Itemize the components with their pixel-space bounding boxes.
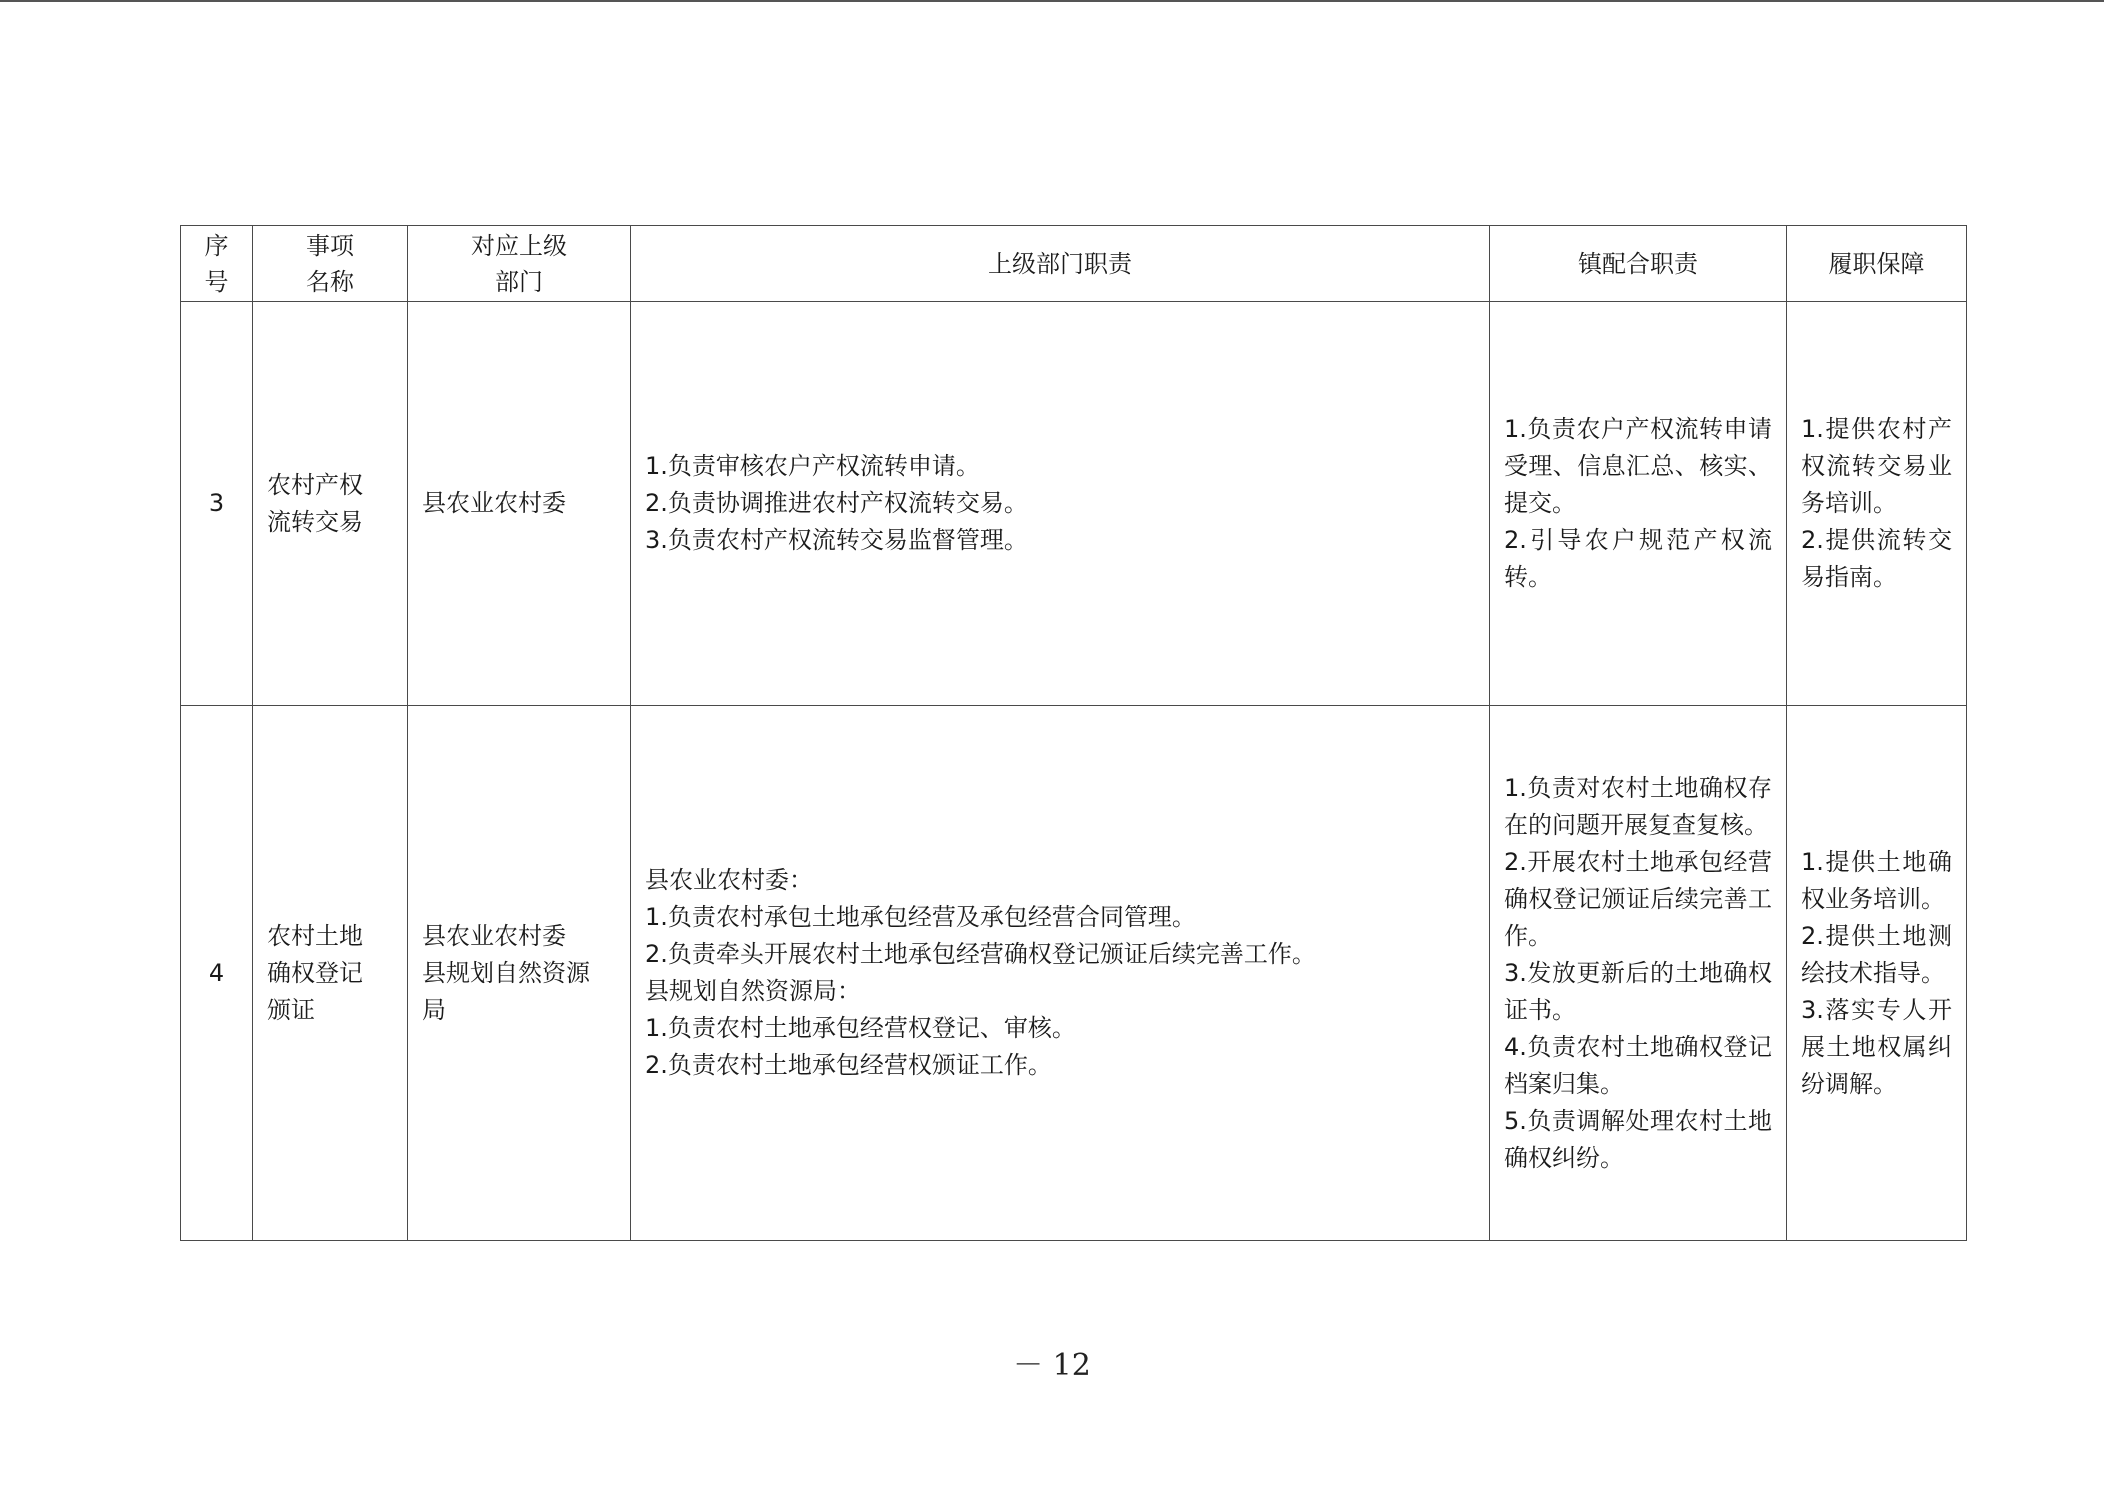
- item-name-line: 农村产权: [267, 470, 363, 499]
- duty-line: 2.负责牵头开展农村土地承包经营确权登记颁证后续完善工作。: [645, 940, 1316, 968]
- row-item-name: [253, 302, 408, 706]
- town-duty-item: 2.引导农户规范产权流转。: [1504, 526, 1772, 591]
- row-guarantee: [1787, 706, 1967, 1241]
- row-upper-dept: [408, 706, 631, 1241]
- dept-line: 县农业农村委: [422, 921, 566, 950]
- header-seq-line: 序: [204, 231, 229, 260]
- item-name-line: 颁证: [267, 995, 315, 1024]
- guarantee-item: 2.提供流转交易指南。: [1801, 526, 1952, 591]
- table-row: [181, 706, 1967, 1241]
- header-seq: [181, 226, 253, 302]
- top-border-line: [0, 0, 2104, 2]
- row-upper-dept: [408, 302, 631, 706]
- header-upper-duties: 上级部门职责: [631, 226, 1490, 302]
- duty-line: 县农业农村委：: [645, 866, 813, 894]
- row-upper-duties: [631, 302, 1490, 706]
- row-town-duties: [1490, 302, 1787, 706]
- duty-line: 1.负责农村土地承包经营权登记、审核。: [645, 1014, 1076, 1042]
- dept-line: 县规划自然资源: [422, 958, 590, 987]
- row-guarantee: [1787, 302, 1967, 706]
- row-town-duties: [1490, 706, 1787, 1241]
- header-item-line: 事项: [306, 231, 354, 260]
- duty-line: 县规划自然资源局：: [645, 977, 861, 1005]
- town-duty-item: 2.开展农村土地承包经营确权登记颁证后续完善工作。: [1504, 847, 1772, 950]
- duty-line: 2.负责农村土地承包经营权颁证工作。: [645, 1051, 1052, 1079]
- dept-line: 局: [422, 995, 446, 1024]
- row-seq: 4: [181, 706, 253, 1241]
- guarantee-item: 1.提供农村产权流转交易业务培训。: [1801, 415, 1952, 517]
- item-name-line: 确权登记: [267, 958, 363, 987]
- header-guarantee: 履职保障: [1787, 226, 1967, 302]
- town-duty-item: 1.负责农户产权流转申请受理、信息汇总、核实、提交。: [1504, 415, 1772, 517]
- dept-line: 县农业农村委: [422, 489, 566, 517]
- header-upper-dept: [408, 226, 631, 302]
- header-seq-line: 号: [204, 267, 229, 296]
- header-dept-line: 部门: [495, 267, 543, 296]
- guarantee-item: 1.提供土地确权业务培训。: [1801, 847, 1952, 913]
- page-number: － 12: [1013, 1348, 1091, 1383]
- duty-line: 2.负责协调推进农村产权流转交易。: [645, 489, 1028, 517]
- table-header-row: [181, 226, 1967, 302]
- header-item-line: 名称: [306, 267, 354, 296]
- row-upper-duties: [631, 706, 1490, 1241]
- item-name-line: 流转交易: [267, 507, 363, 536]
- duty-line: 1.负责审核农户产权流转申请。: [645, 452, 980, 480]
- row-seq: 3: [181, 302, 253, 706]
- duty-line: 3.负责农村产权流转交易监督管理。: [645, 526, 1028, 554]
- header-item-name: [253, 226, 408, 302]
- row-item-name: [253, 706, 408, 1241]
- town-duty-item: 5.负责调解处理农村土地确权纠纷。: [1504, 1106, 1772, 1172]
- duty-line: 1.负责农村承包土地承包经营及承包经营合同管理。: [645, 903, 1196, 931]
- town-duty-item: 3.发放更新后的土地确权证书。: [1504, 958, 1772, 1024]
- responsibility-table: [180, 225, 1967, 1241]
- table-row: [181, 302, 1967, 706]
- town-duty-item: 1.负责对农村土地确权存在的问题开展复查复核。: [1504, 773, 1772, 839]
- header-town-duties: 镇配合职责: [1490, 226, 1787, 302]
- item-name-line: 农村土地: [267, 921, 363, 950]
- guarantee-item: 2.提供土地测绘技术指导。: [1801, 921, 1952, 987]
- header-dept-line: 对应上级: [471, 231, 567, 260]
- guarantee-item: 3.落实专人开展土地权属纠纷调解。: [1801, 995, 1952, 1098]
- town-duty-item: 4.负责农村土地确权登记档案归集。: [1504, 1032, 1772, 1098]
